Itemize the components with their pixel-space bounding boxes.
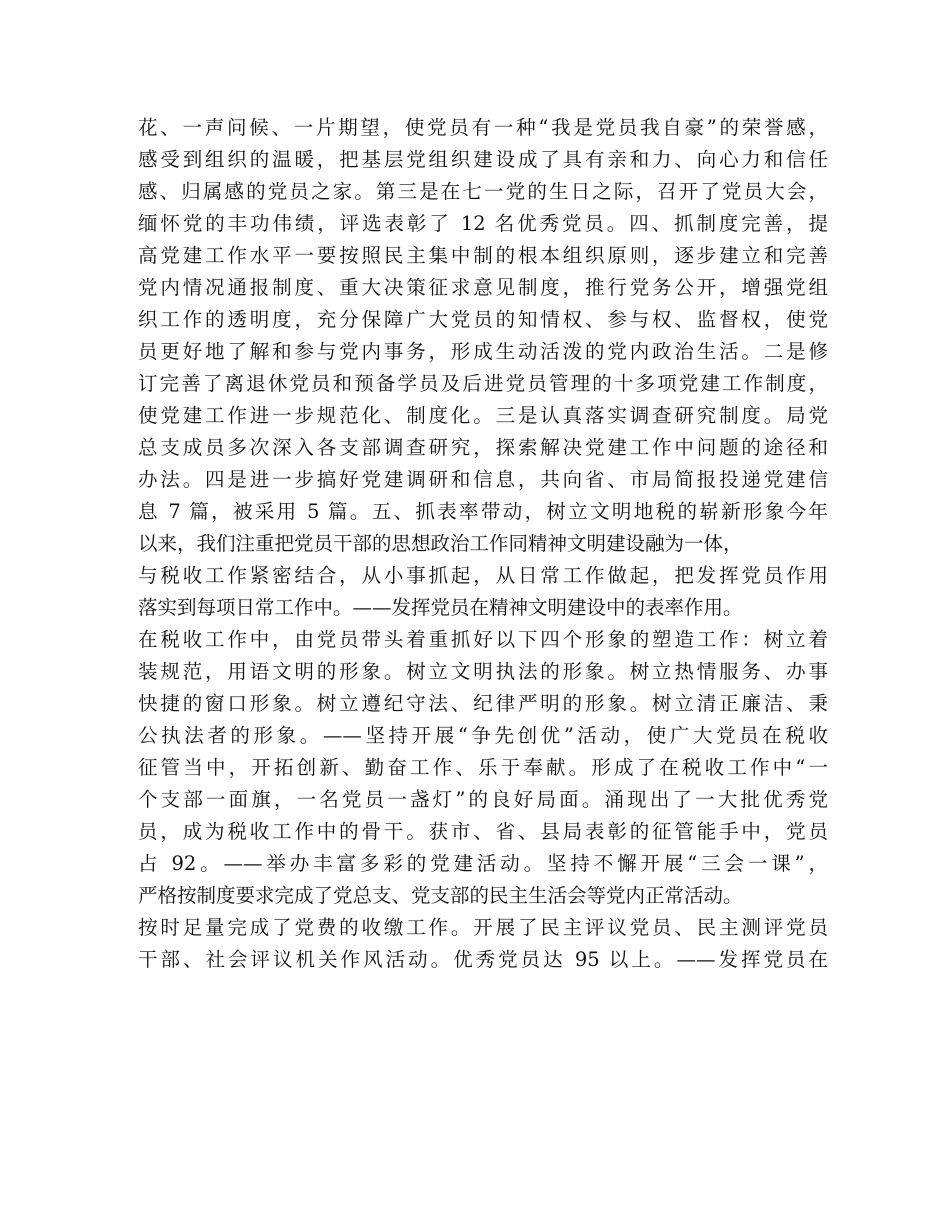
text-line: 落实到每项日常工作中。——发挥党员在精神文明建设中的表率作用。: [138, 596, 743, 619]
text-line: 感、归属感的党员之家。第三是在七一党的生日之际，召开了党员大会，: [138, 180, 828, 203]
text-line: 个支部一面旗，一名党员一盏灯”的良好局面。涌现出了一大批优秀党: [138, 788, 828, 811]
text-line: 以来，我们注重把党员干部的思想政治工作同精神文明建设融为一体，: [138, 532, 743, 555]
text-line: 使党建工作进一步规范化、制度化。三是认真落实调查研究制度。局党: [138, 404, 828, 427]
body-text: [138, 112, 828, 976]
text-line: 在税收工作中，由党员带头着重抓好以下四个形象的塑造工作：树立着: [138, 628, 828, 651]
text-line: 按时足量完成了党费的收缴工作。开展了民主评议党员、民主测评党员: [138, 916, 828, 939]
text-line: 员更好地了解和参与党内事务，形成生动活泼的党内政治生活。二是修: [138, 340, 828, 363]
text-line: 装规范，用语文明的形象。树立文明执法的形象。树立热情服务、办事: [138, 660, 828, 683]
text-line: 总支成员多次深入各支部调查研究，探索解决党建工作中问题的途径和: [138, 436, 828, 459]
text-line: 缅怀党的丰功伟绩，评选表彰了 12 名优秀党员。四、抓制度完善，提: [138, 212, 828, 235]
text-line: 订完善了离退休党员和预备学员及后进党员管理的十多项党建工作制度，: [138, 372, 828, 395]
text-line: 织工作的透明度，充分保障广大党员的知情权、参与权、监督权，使党: [138, 308, 828, 331]
text-line: 占 92。——举办丰富多彩的党建活动。坚持不懈开展“三会一课”，: [138, 852, 828, 875]
text-line: 快捷的窗口形象。树立遵纪守法、纪律严明的形象。树立清正廉洁、秉: [138, 692, 828, 715]
text-line: 感受到组织的温暖，把基层党组织建设成了具有亲和力、向心力和信任: [138, 148, 828, 171]
text-line: 公执法者的形象。——坚持开展“争先创优”活动，使广大党员在税收: [138, 724, 828, 747]
text-line: 严格按制度要求完成了党总支、党支部的民主生活会等党内正常活动。: [138, 884, 743, 907]
text-line: 干部、社会评议机关作风活动。优秀党员达 95 以上。——发挥党员在: [138, 948, 828, 971]
text-line: 办法。四是进一步搞好党建调研和信息，共向省、市局简报投递党建信: [138, 468, 828, 491]
text-line: 党内情况通报制度、重大决策征求意见制度，推行党务公开，增强党组: [138, 276, 828, 299]
text-line: 花、一声问候、一片期望，使党员有一种“我是党员我自豪”的荣誉感，: [138, 116, 828, 139]
text-line: 息 7 篇，被采用 5 篇。五、抓表率带动，树立文明地税的崭新形象今年: [138, 500, 828, 523]
text-line: 高党建工作水平一要按照民主集中制的根本组织原则，逐步建立和完善: [138, 244, 828, 267]
text-line: 与税收工作紧密结合，从小事抓起，从日常工作做起，把发挥党员作用: [138, 564, 828, 587]
text-line: 员，成为税收工作中的骨干。获市、省、县局表彰的征管能手中，党员: [138, 820, 828, 843]
text-line: 征管当中，开拓创新、勤奋工作、乐于奉献。形成了在税收工作中“一: [138, 756, 828, 779]
